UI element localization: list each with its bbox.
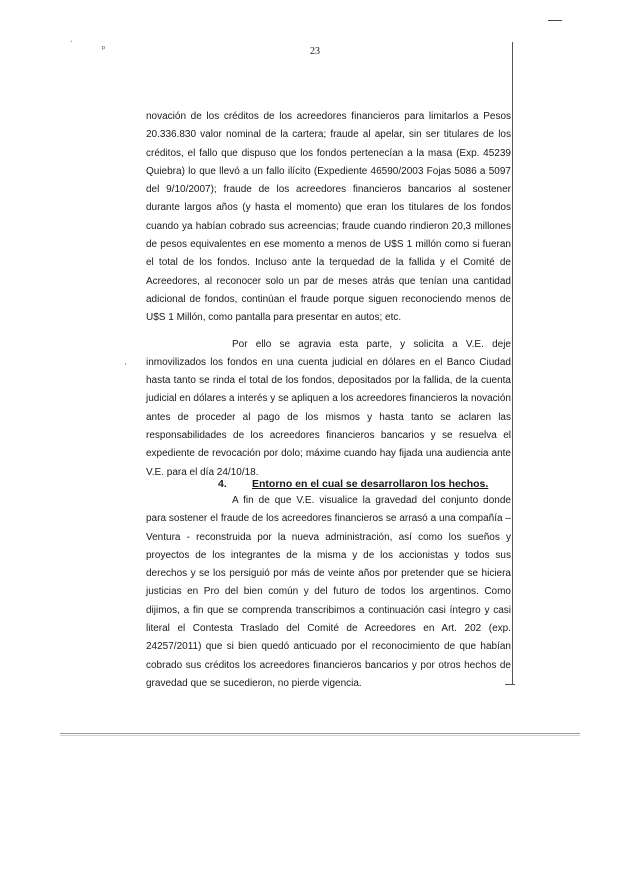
section-heading — [218, 475, 518, 493]
right-margin-line — [512, 42, 513, 684]
scan-mark-dash — [548, 20, 562, 21]
section-title: Entorno en el cual se desarrollaron los hechos. — [252, 478, 489, 490]
bottom-rule-shadow — [60, 735, 580, 736]
paragraph-1: novación de los créditos de los acreedores financieros para limitarlos a Pesos 20.336.830 valor nominal de la cartera; fraude al apelar, sin ser titulares de los créditos, el fallo que dispuso que los fondos pertenecían a la masa (Exp. 45239 Quiebra) lo que llevó a un fallo ilícito (Expediente 46590/2003 Fojas 5086 a 5097 del 9/10/2007); fraude de los acreedores financieros bancarios al sostener durante largos años (y hasta el momento) que eran los titulares de los fondos cuando ya habían cobrado sus acreencias; fraude cuando rindieron 20,3 millones de pesos equivalentes en ese momento a menos de U$S 1 millón como si fueran el total de los fondos. Incluso ante la terquedad de la fallida y el Comité de Acreedores, al reconocer solo un par de meses atrás que tenían una cantidad adicional de fondos, continúan el fraude porque siguen reconociendo menos de U$S 1 Millón, como pantalla para presentar en autos; etc. — [146, 111, 511, 324]
paragraph-3: A fin de que V.E. visualice la gravedad del conjunto donde para sostener el fraude de los acreedores financieros se arrasó a una compañía – Ventura - reconstruida por la nueva administración, así como los sueños y proyectos de los integrantes de la misma y de los accionistas y todos sus derechos y se los persiguió por más de veinte años por pretender que se hiciera justicias en Pro del bien común y del futuro de todos los argentinos. Como dijimos, a fin que se comprenda transcribimos a continuación casi íntegro y casi literal el Contesta Traslado del Comité de Acreedores en Art. 202 (exp. 24257/2011) que si bien quedó anticuado por el reconocimiento de que habían cobrado sus créditos los acreedores financieros bancarios y por otros hechos de gravedad que se sucedieron, no pierde vigencia. — [146, 495, 511, 689]
body-text-section-4 — [146, 492, 511, 693]
section-number: 4. — [218, 478, 227, 490]
scan-speck: ᵖ — [102, 44, 106, 53]
paragraph-2: Por ello se agravia esta parte, y solicita a V.E. deje inmovilizados los fondos en una cuenta judicial en dólares en el Banco Ciudad hasta tanto se rinda el total de los fondos, depositados por la fallida, de la cuenta judicial en dólares a interés y se apliquen a los acreedores financieros la novación antes de proceder al pago de los mismos y hasta tanto se aclaren las responsabilidades de los acreedores financieros bancarios y se resuelva el expediente de revocación por dolo; máxime cuando hay fijada una audiencia ante V.E. para el día 24/10/18. — [146, 338, 511, 478]
scan-speck: ˋ — [70, 40, 73, 49]
bottom-rule — [60, 733, 580, 734]
page-number: 23 — [310, 46, 320, 57]
body-text-top — [146, 108, 511, 482]
scan-tick: ' — [125, 362, 127, 371]
